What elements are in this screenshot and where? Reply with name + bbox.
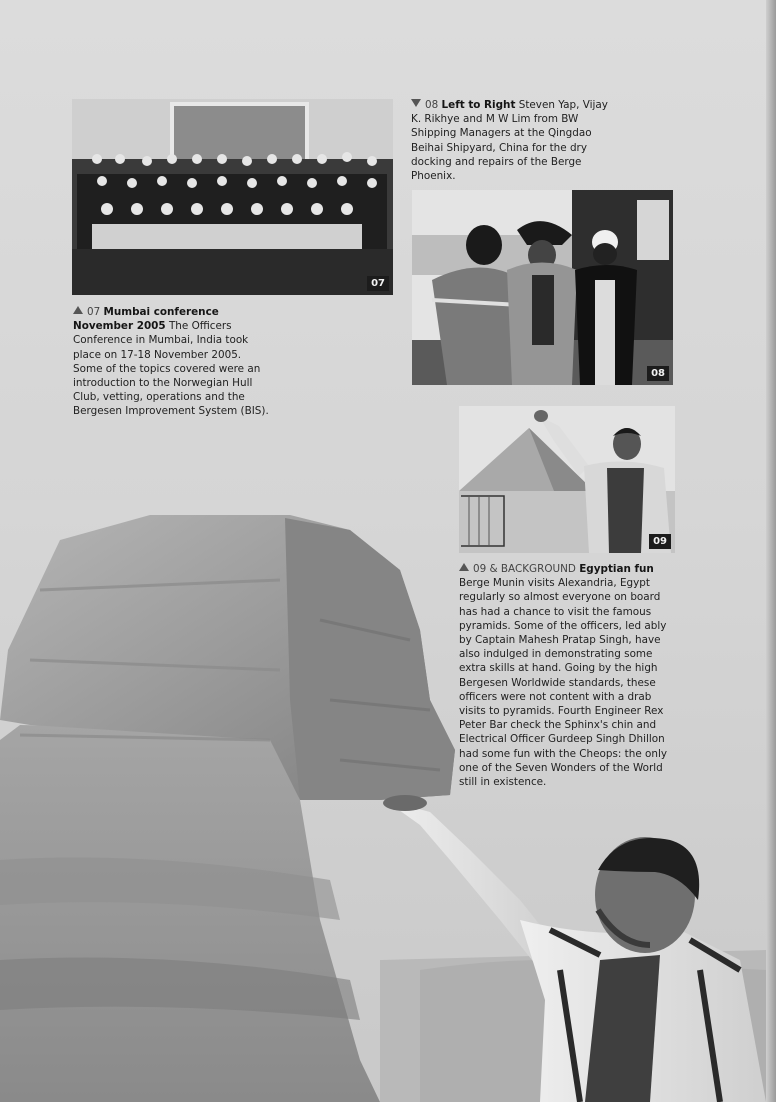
triangle-down-icon	[411, 99, 421, 107]
caption-08-heading: Left to Right	[441, 99, 516, 111]
caption-09-heading: Egyptian fun	[579, 563, 654, 575]
photo-08-shipyard	[412, 190, 673, 385]
caption-09	[459, 562, 681, 789]
caption-07	[73, 305, 273, 419]
triangle-up-icon	[73, 306, 83, 314]
triangle-up-icon	[459, 563, 469, 571]
photo-09-pyramid	[459, 406, 675, 553]
caption-07-body: The Officers Conference in Mumbai, India took place on 17-18 November 2005. Some of the topics covered were an introduction to the Norwegian Hull Club, vetting, operations and the Bergesen Improvement System (BIS).	[73, 320, 269, 418]
page-binding-edge	[766, 0, 776, 1102]
caption-08-body: Steven Yap, Vijay K. Rikhye and M W Lim from BW Shipping Managers at the Qingdao Beihai Shipyard, China for the dry docking and repairs of the Berge Phoenix.	[411, 99, 608, 183]
shipyard-photo-image	[412, 190, 673, 385]
photo-08-number-badge: 08	[647, 366, 669, 381]
caption-08-number: 08	[425, 99, 439, 111]
caption-07-heading: Mumbai conference November 2005	[73, 306, 219, 333]
group-photo-image	[72, 99, 393, 295]
photo-07-number-badge: 07	[367, 276, 389, 291]
caption-09-number: 09 & BACKGROUND	[473, 563, 576, 575]
pyramid-photo-image	[459, 406, 675, 553]
caption-09-body: Berge Munin visits Alexandria, Egypt regularly so almost everyone on board has had a chance to visit the famous pyramids. Some of the officers, led ably by Captain Mahesh Pratap Singh, have also indulged in demonstrating some extra skills at hand. Going by the high Bergesen Worldwide standards, these officers were not content with a drab visits to pyramids. Fourth Engineer Rex Peter Bar check the Sphinx's chin and Electrical Officer Gurdeep Singh Dhillon had some fun with the Cheops: the only one of the Seven Wonders of the World still in existence.	[459, 577, 668, 789]
caption-08	[411, 98, 616, 183]
caption-07-number: 07	[87, 306, 101, 318]
photo-07-group	[72, 99, 393, 295]
photo-09-number-badge: 09	[649, 534, 671, 549]
